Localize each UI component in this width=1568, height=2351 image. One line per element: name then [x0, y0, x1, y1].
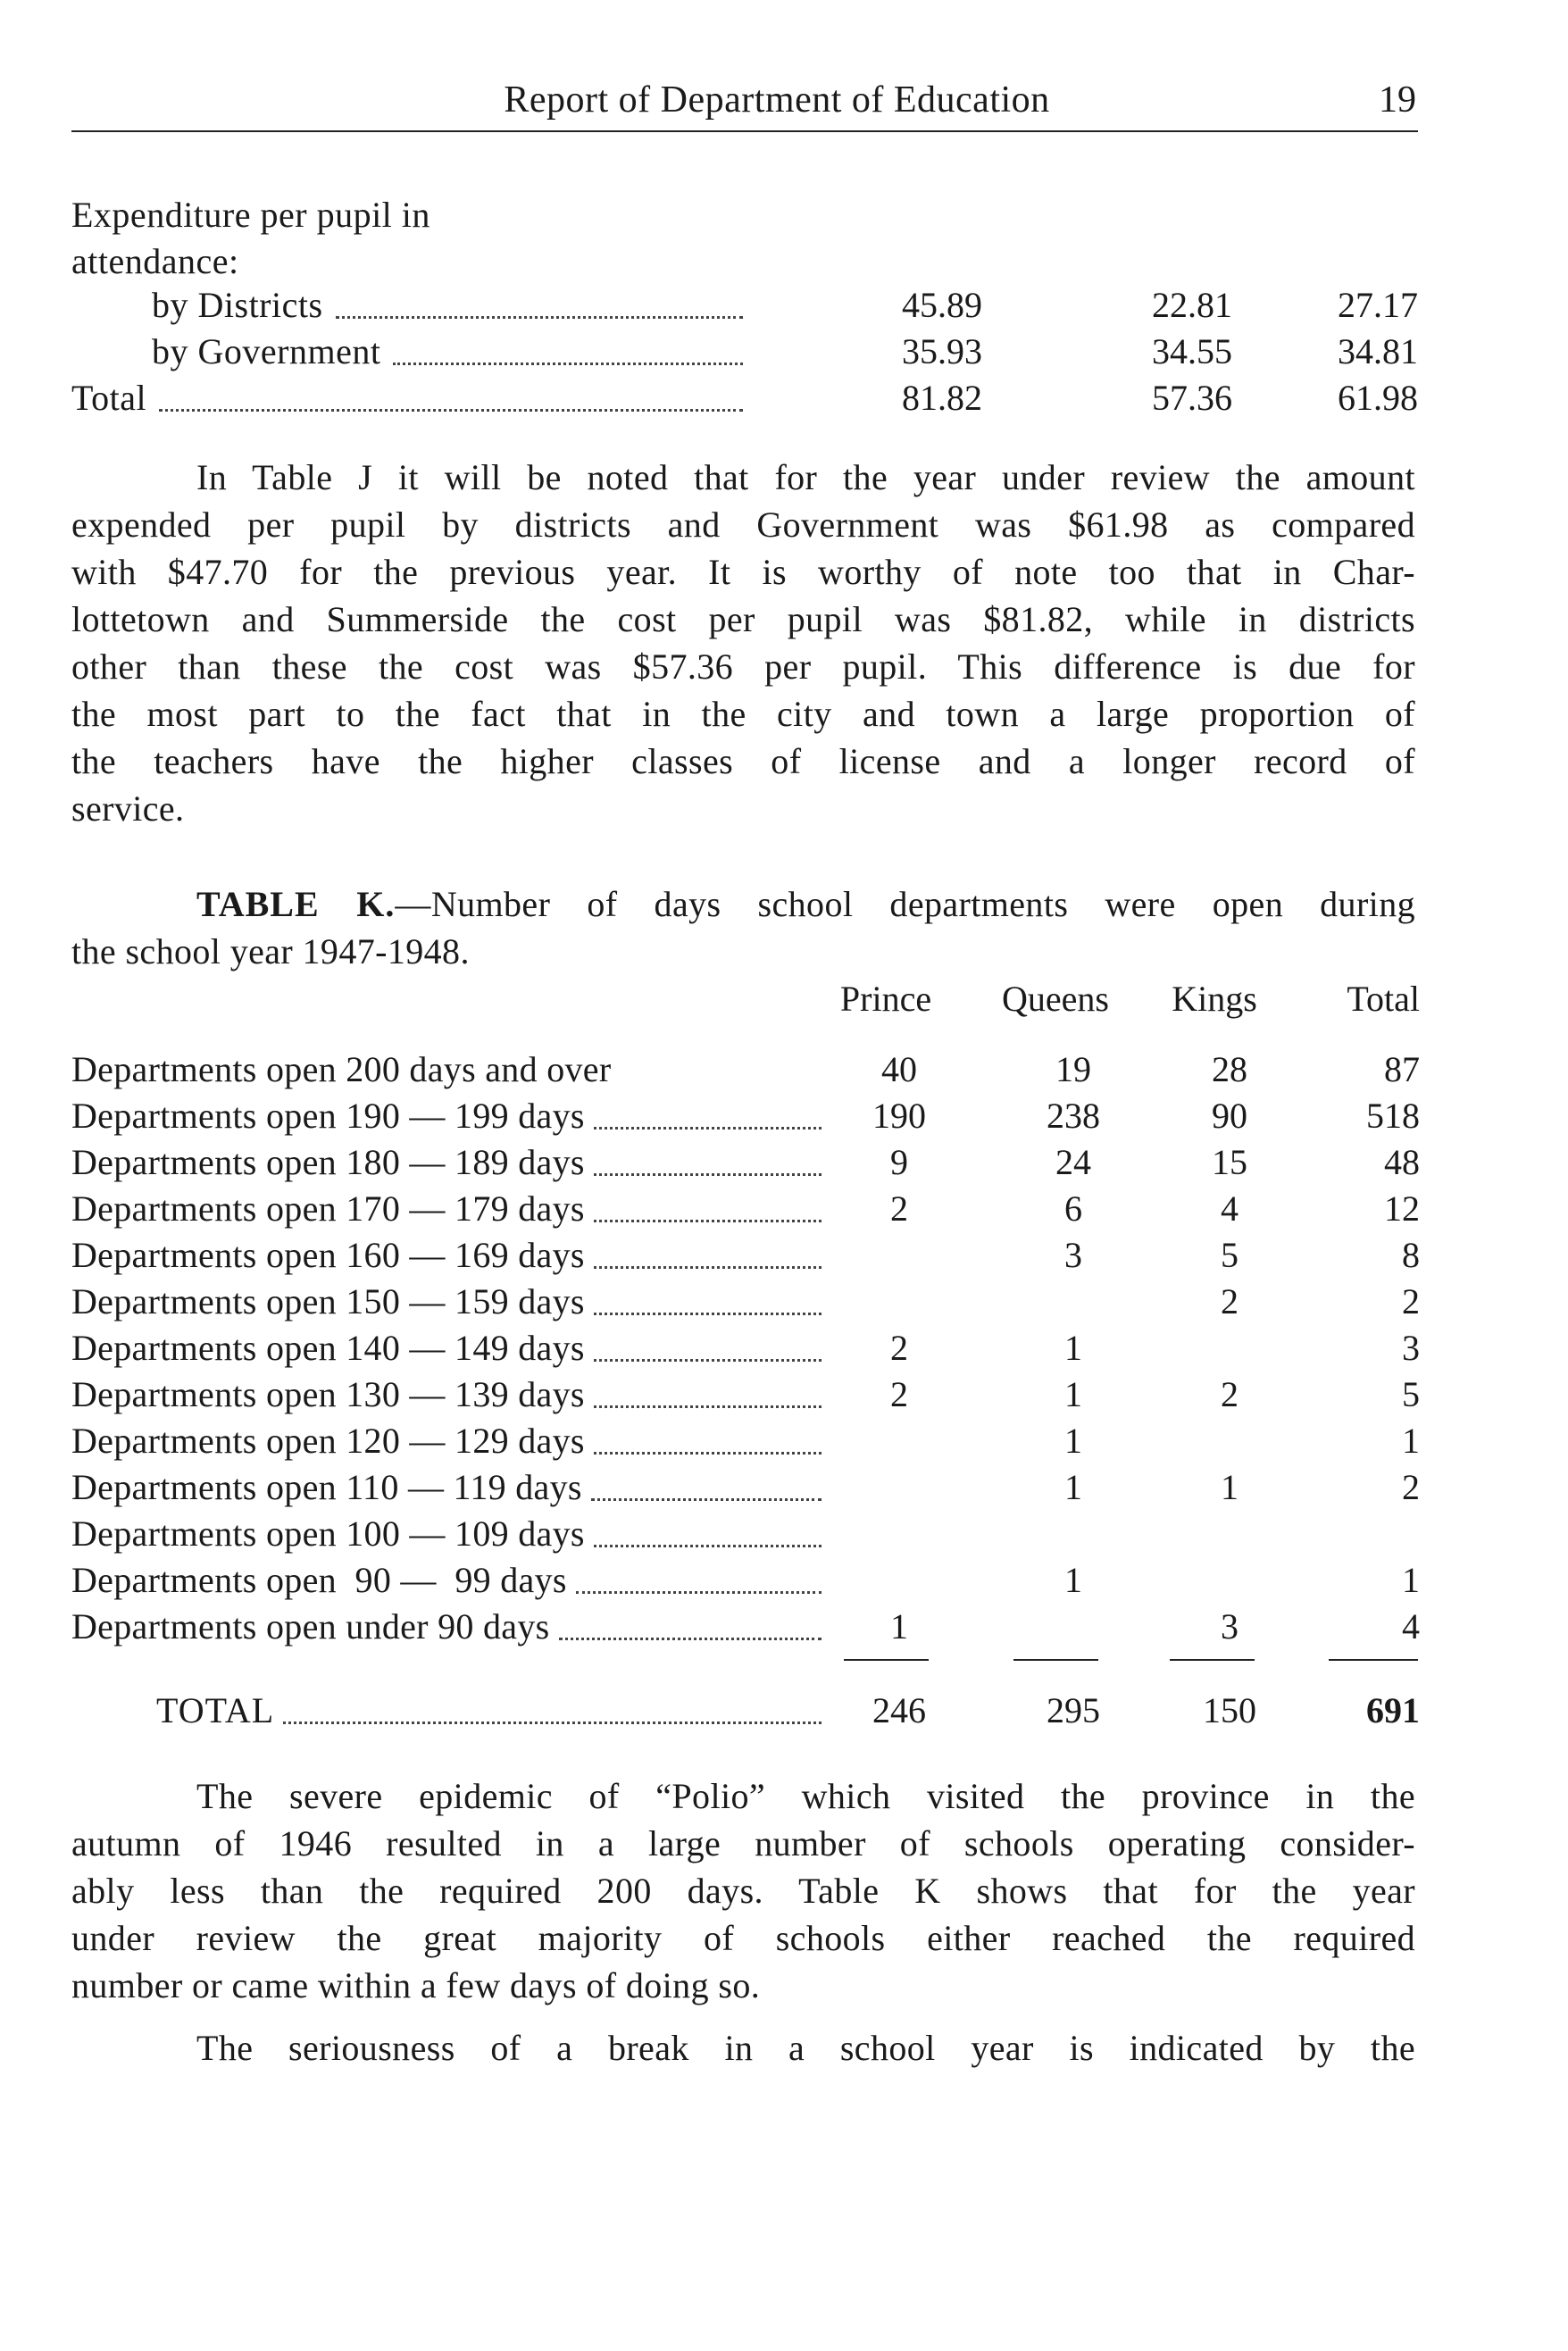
row-label: Departments open 130 — 139 days	[71, 1374, 585, 1414]
table-row	[71, 1513, 1420, 1557]
dot-leader	[559, 1638, 822, 1640]
expenditure-row-label: by Government	[152, 331, 381, 371]
paragraph-line: service.	[71, 788, 185, 829]
cell-queens: 19	[1055, 1049, 1091, 1089]
dot-leader	[393, 363, 743, 365]
row-label: Departments open 90 — 99 days	[71, 1560, 567, 1600]
running-header-title: Report of Department of Education	[504, 79, 1050, 121]
cell-kings: 4	[1221, 1188, 1239, 1229]
cell-queens: 1	[1064, 1467, 1082, 1507]
cell-queens: 1	[1064, 1328, 1082, 1368]
expenditure-value: 61.98	[1338, 378, 1418, 418]
table-k-caption-line1	[71, 880, 1415, 928]
expenditure-heading	[71, 192, 430, 285]
cell-kings: 3	[1221, 1606, 1239, 1647]
cell-total: 48	[1384, 1142, 1420, 1182]
cell-total: 87	[1384, 1049, 1420, 1089]
dot-leader	[576, 1591, 822, 1594]
expenditure-row-label: Total	[71, 378, 147, 418]
expenditure-value: 35.93	[902, 331, 982, 371]
dot-leader	[594, 1220, 822, 1222]
total-queens: 295	[1047, 1690, 1100, 1730]
dot-leader	[594, 1545, 822, 1547]
table-row	[71, 1048, 1420, 1093]
paragraph-line: autumn of 1946 resulted in a large number of schools operating consider-	[71, 1823, 1415, 1863]
table-row	[71, 1141, 1420, 1186]
table-row	[71, 1605, 1420, 1650]
table-k-caption	[71, 880, 1415, 975]
expenditure-heading-line2: attendance:	[71, 241, 239, 281]
cell-total: 4	[1402, 1606, 1420, 1647]
column-header-prince: Prince	[839, 979, 932, 1019]
table-row	[71, 1234, 1420, 1279]
cell-total: 2	[1402, 1281, 1420, 1321]
row-label: Departments open 120 — 129 days	[71, 1421, 585, 1461]
table-row	[71, 1466, 1420, 1511]
row-label: Departments open 170 — 179 days	[71, 1188, 585, 1229]
dot-leader	[336, 316, 743, 319]
table-row	[71, 1420, 1420, 1464]
sum-rule	[1170, 1659, 1255, 1661]
row-label: Departments open 110 — 119 days	[71, 1467, 582, 1507]
cell-prince: 1	[890, 1606, 908, 1647]
paragraph-line: lottetown and Summerside the cost per pupil was $81.82, while in districts	[71, 599, 1415, 639]
expenditure-heading-line1: Expenditure per pupil in	[71, 195, 430, 235]
cell-kings: 5	[1221, 1235, 1239, 1275]
table-row	[71, 1095, 1420, 1139]
expenditure-row-districts	[71, 284, 1420, 329]
cell-queens: 1	[1064, 1560, 1082, 1600]
table-row	[71, 1373, 1420, 1418]
row-label: Departments open 160 — 169 days	[71, 1235, 585, 1275]
dot-leader	[283, 1722, 822, 1724]
table-total-row	[71, 1689, 1420, 1734]
expenditure-value: 81.82	[902, 378, 982, 418]
expenditure-value: 34.55	[1152, 331, 1232, 371]
cell-queens: 1	[1064, 1374, 1082, 1414]
row-label: Departments open 100 — 109 days	[71, 1513, 585, 1554]
cell-kings: 15	[1212, 1142, 1247, 1182]
cell-total: 2	[1402, 1467, 1420, 1507]
cell-prince: 2	[890, 1374, 908, 1414]
cell-queens: 3	[1064, 1235, 1082, 1275]
table-k-label: TABLE K.	[196, 884, 396, 924]
paragraph-polio	[71, 1772, 1415, 2009]
cell-queens: 238	[1047, 1096, 1100, 1136]
table-k-caption-line2: the school year 1947-1948.	[71, 931, 470, 971]
cell-prince: 2	[890, 1188, 908, 1229]
cell-kings: 28	[1212, 1049, 1247, 1089]
dot-leader	[159, 409, 743, 412]
paragraph-line: ably less than the required 200 days. Table K shows that for the year	[71, 1871, 1415, 1911]
paragraph-line: under review the great majority of schools either reached the required	[71, 1918, 1415, 1958]
dot-leader	[594, 1359, 822, 1362]
cell-total: 3	[1402, 1328, 1420, 1368]
cell-kings: 1	[1221, 1467, 1239, 1507]
table-row	[71, 1188, 1420, 1232]
dot-leader	[594, 1266, 822, 1269]
row-label: Departments open under 90 days	[71, 1606, 550, 1647]
column-header-total: Total	[1347, 979, 1420, 1019]
paragraph-line: number or came within a few days of doing so.	[71, 1965, 761, 2005]
dot-leader	[594, 1127, 822, 1130]
expenditure-row-label: by Districts	[152, 285, 323, 325]
expenditure-row-total	[71, 377, 1420, 421]
expenditure-row-government	[71, 330, 1420, 375]
dot-leader	[594, 1405, 822, 1408]
cell-queens: 6	[1064, 1188, 1082, 1229]
dot-leader	[594, 1452, 822, 1455]
paragraph-line: The seriousness of a break in a school year is indicated by the	[196, 2028, 1415, 2068]
cell-total: 8	[1402, 1235, 1420, 1275]
cell-kings: 2	[1221, 1374, 1239, 1414]
paragraph-line: expended per pupil by districts and Government was $61.98 as compared	[71, 504, 1415, 545]
row-label: Departments open 140 — 149 days	[71, 1328, 585, 1368]
cell-prince: 9	[890, 1142, 908, 1182]
table-row	[71, 1327, 1420, 1371]
cell-total: 12	[1384, 1188, 1420, 1229]
paragraph-line: In Table J it will be noted that for the year under review the amount	[196, 457, 1415, 497]
column-header-kings: Kings	[1172, 979, 1257, 1019]
cell-total: 518	[1366, 1096, 1420, 1136]
dot-leader	[591, 1498, 822, 1501]
column-header-queens: Queens	[1002, 979, 1109, 1019]
table-k-caption-text: —Number of days school departments were open during	[395, 884, 1415, 924]
row-label: Departments open 200 days and over	[71, 1049, 612, 1089]
cell-queens: 1	[1064, 1421, 1082, 1461]
row-label: Departments open 190 — 199 days	[71, 1096, 585, 1136]
cell-kings: 90	[1212, 1096, 1247, 1136]
paragraph-seriousness	[71, 2024, 1415, 2072]
cell-queens: 24	[1055, 1142, 1091, 1182]
cell-total: 1	[1402, 1421, 1420, 1461]
cell-total: 5	[1402, 1374, 1420, 1414]
table-row	[71, 1280, 1420, 1325]
expenditure-value: 57.36	[1152, 378, 1232, 418]
expenditure-value: 34.81	[1338, 331, 1418, 371]
paragraph-table-j	[71, 454, 1415, 832]
paragraph-line: the teachers have the higher classes of license and a longer record of	[71, 741, 1415, 781]
total-kings: 150	[1203, 1690, 1256, 1730]
cell-prince: 2	[890, 1328, 908, 1368]
expenditure-value: 45.89	[902, 285, 982, 325]
paragraph-line: the most part to the fact that in the city and town a large proportion of	[71, 694, 1415, 734]
total-prince: 246	[872, 1690, 926, 1730]
cell-prince: 190	[872, 1096, 926, 1136]
expenditure-value: 27.17	[1338, 285, 1418, 325]
cell-kings: 2	[1221, 1281, 1239, 1321]
paragraph-line: other than these the cost was $57.36 per pupil. This difference is due for	[71, 646, 1415, 687]
sum-rule	[1329, 1659, 1418, 1661]
header-rule	[71, 130, 1418, 132]
dot-leader	[594, 1173, 822, 1176]
row-label: Departments open 150 — 159 days	[71, 1281, 585, 1321]
page-number: 19	[1379, 79, 1416, 121]
cell-total: 1	[1402, 1560, 1420, 1600]
total-total: 691	[1366, 1690, 1420, 1730]
dot-leader	[594, 1313, 822, 1315]
row-label: Departments open 180 — 189 days	[71, 1142, 585, 1182]
sum-rule	[1013, 1659, 1098, 1661]
cell-prince: 40	[881, 1049, 917, 1089]
paragraph-line: with $47.70 for the previous year. It is worthy of note too that in Char-	[71, 552, 1415, 592]
paragraph-line: The severe epidemic of “Polio” which visited the province in the	[196, 1776, 1415, 1816]
sum-rule	[844, 1659, 929, 1661]
table-row	[71, 1559, 1420, 1604]
expenditure-value: 22.81	[1152, 285, 1232, 325]
total-label: TOTAL	[156, 1690, 275, 1730]
